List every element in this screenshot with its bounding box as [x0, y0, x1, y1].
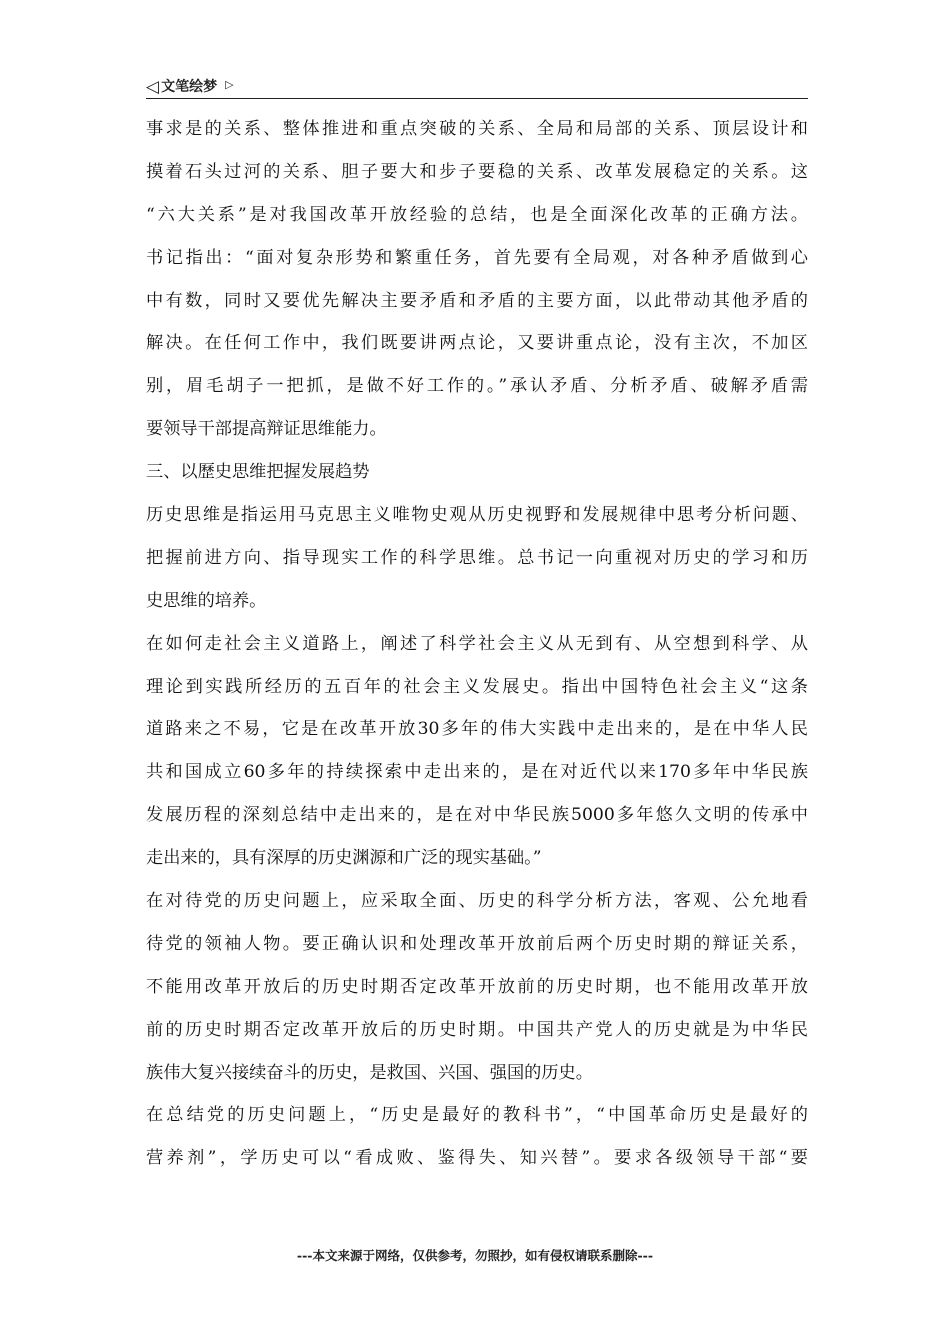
text-line: 道路来之不易，它是在改革开放30多年的伟大实践中走出来的，是在中华人民 — [146, 719, 808, 740]
text-line: 发展历程的深刻总结中走出来的，是在对中华民族5000多年悠久文明的传承中 — [146, 805, 808, 826]
text-line: 理论到实践所经历的五百年的社会主义发展史。指出中国特色社会主义“这条 — [146, 676, 808, 697]
brand — [146, 74, 234, 98]
text-line: 在如何走社会主义道路上，阐述了科学社会主义从无到有、从空想到科学、从 — [146, 633, 808, 654]
text-line: 待党的领袖人物。要正确认识和处理改革开放前后两个历史时期的辩证关系， — [146, 933, 808, 954]
text-line: 不能用改革开放后的历史时期否定改革开放前的历史时期，也不能用改革开放 — [146, 976, 808, 997]
text-line: 走出来的，具有深厚的历史渊源和广泛的现实基础。” — [146, 848, 542, 869]
document-body — [146, 108, 808, 1180]
text-line: 三、以歷史思维把握发展趋势 — [146, 462, 370, 483]
text-line: 别，眉毛胡子一把抓，是做不好工作的。”承认矛盾、分析矛盾、破解矛盾需 — [146, 376, 808, 397]
triangle-right-icon: ▷ — [225, 78, 234, 91]
text-line: 前的历史时期否定改革开放后的历史时期。中国共产党人的历史就是为中华民 — [146, 1019, 808, 1040]
text-line: 在总结党的历史问题上，“历史是最好的教科书”，“中国革命历史是最好的 — [146, 1105, 808, 1126]
text-line: 营养剂”，学历史可以“看成败、鉴得失、知兴替”。要求各级领导干部“要 — [146, 1148, 808, 1169]
text-line: 书记指出：“面对复杂形势和繁重任务，首先要有全局观，对各种矛盾做到心 — [146, 247, 808, 268]
text-line: 解决。在任何工作中，我们既要讲两点论，又要讲重点论，没有主次，不加区 — [146, 333, 808, 354]
text-line: 在对待党的历史问题上，应采取全面、历史的科学分析方法，客观、公允地看 — [146, 891, 808, 912]
text-line: 历史思维是指运用马克思主义唯物史观从历史视野和发展规律中思考分析问题、 — [146, 505, 808, 526]
text-line: 共和国成立60多年的持续探索中走出来的，是在对近代以来170多年中华民族 — [146, 762, 808, 783]
text-line: 摸着石头过河的关系、胆子要大和步子要稳的关系、改革发展稳定的关系。这 — [146, 161, 808, 182]
page-footer: ---本文来源于网络，仅供参考，勿照抄，如有侵权请联系删除--- — [296, 1248, 654, 1263]
triangle-left-icon: ◁ — [146, 77, 160, 97]
text-line: 中有数，同时又要优先解决主要矛盾和矛盾的主要方面，以此带动其他矛盾的 — [146, 290, 808, 311]
text-line: “六大关系”是对我国改革开放经验的总结，也是全面深化改革的正确方法。 — [146, 204, 808, 225]
page-header — [146, 74, 808, 99]
text-line: 事求是的关系、整体推进和重点突破的关系、全局和局部的关系、顶层设计和 — [146, 119, 808, 139]
text-line: 要领导干部提高辩证思维能力。 — [146, 419, 387, 440]
text-line: 族伟大复兴接续奋斗的历史，是救国、兴国、强国的历史。 — [146, 1062, 593, 1083]
text-line: 史思维的培养。 — [146, 590, 267, 611]
text-line: 把握前进方向、指导现实工作的科学思维。总书记一向重视对历史的学习和历 — [146, 547, 808, 568]
brand-text: 文笔绘梦 — [161, 79, 218, 95]
